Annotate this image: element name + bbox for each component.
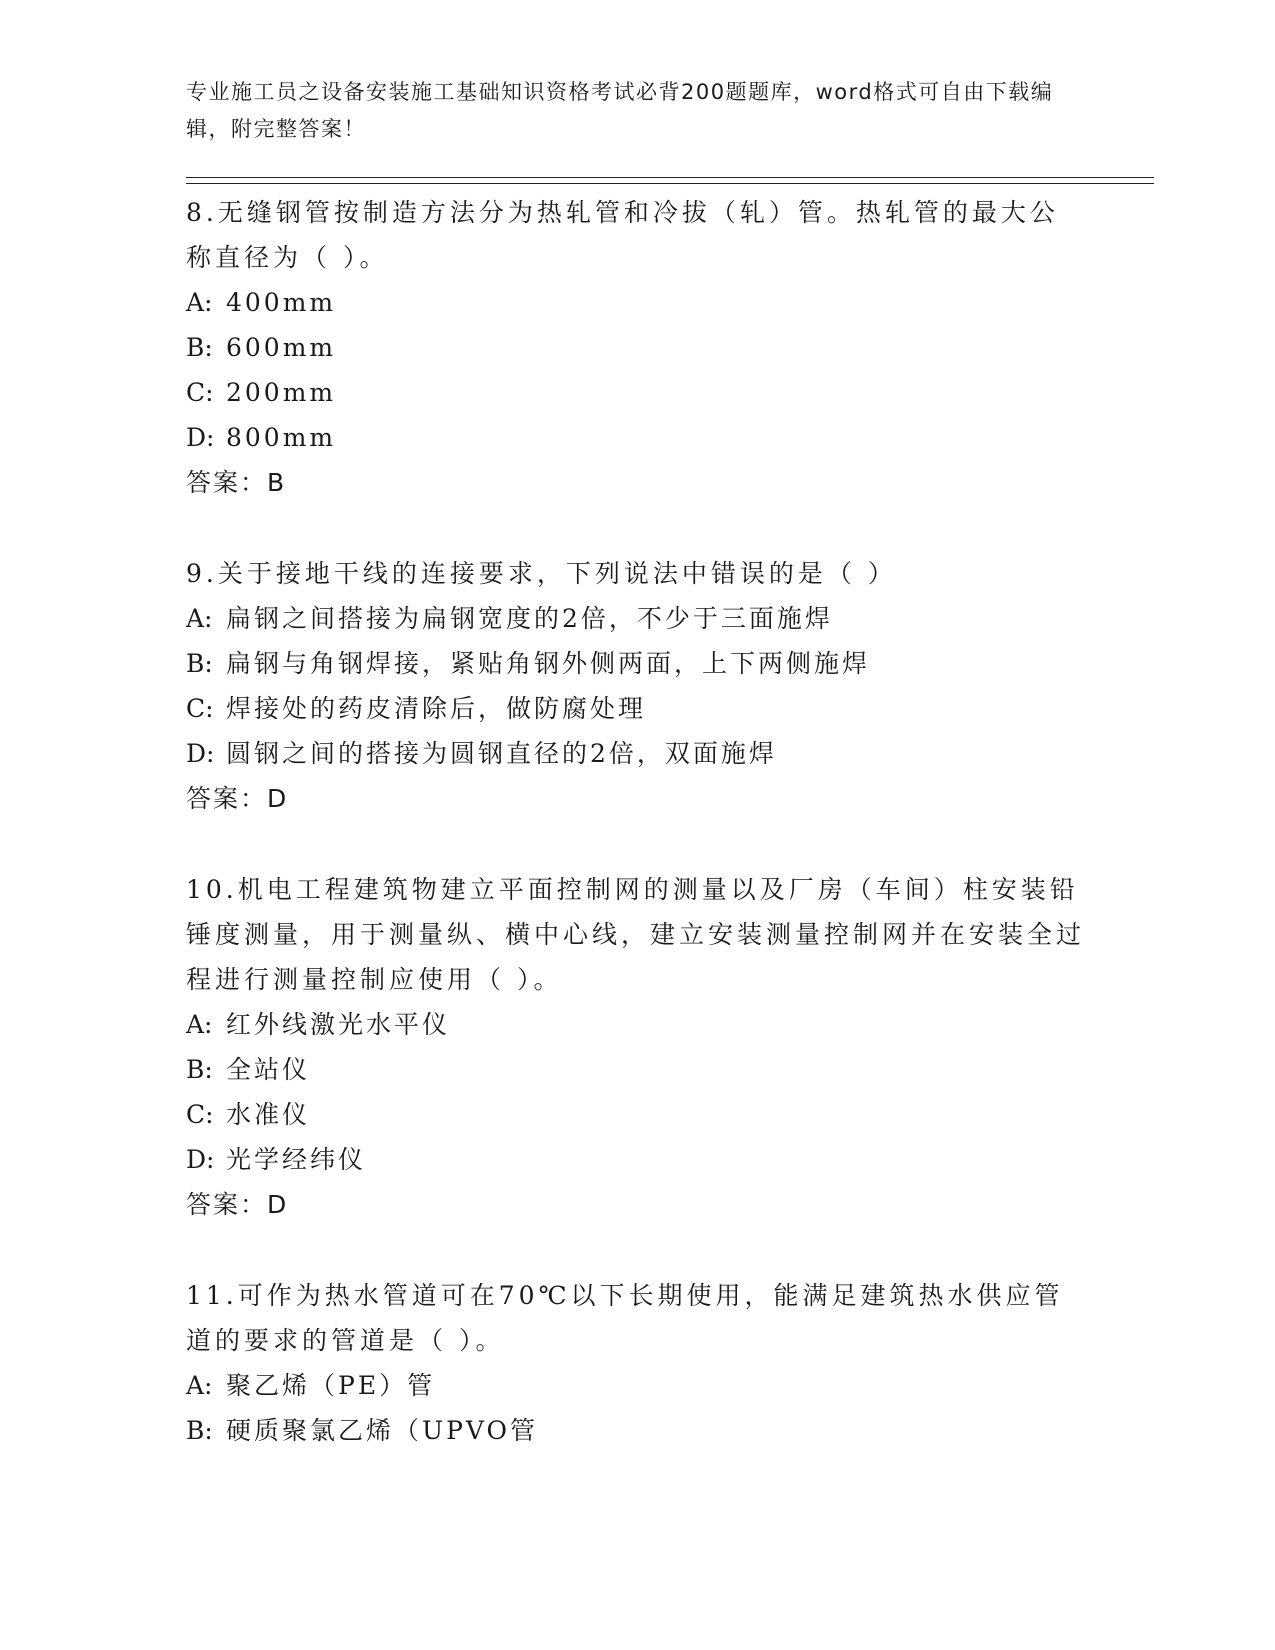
option-letter: A:	[186, 288, 213, 317]
option-text: 扁钢与角钢焊接，紧贴角钢外侧两面，上下两侧施焊	[226, 649, 871, 678]
question-stem: 9.关于接地干线的连接要求，下列说法中错误的是（ ）	[186, 559, 897, 588]
question-stem: 11.可作为热水管道可在70℃以下长期使用，能满足建筑热水供应管道的要求的管道是（ ）。	[186, 1281, 1064, 1355]
option-letter: A:	[186, 1010, 213, 1039]
answer-line: 答案：B	[186, 468, 287, 497]
answer-line: 答案：D	[186, 784, 289, 813]
option-text: 红外线激光水平仪	[226, 1010, 451, 1039]
option-text: 全站仪	[226, 1055, 311, 1084]
option-a	[186, 1363, 1086, 1408]
option-letter: C:	[186, 1100, 214, 1129]
option-d	[186, 1137, 1086, 1182]
option-letter: C:	[186, 378, 214, 407]
option-b	[186, 641, 1086, 686]
option-c	[186, 1092, 1086, 1137]
option-a	[186, 596, 1086, 641]
option-a	[186, 280, 1086, 325]
option-text: 焊接处的药皮清除后，做防腐处理	[226, 694, 647, 723]
option-c	[186, 686, 1086, 731]
option-b	[186, 1408, 1086, 1453]
option-letter: C:	[186, 694, 214, 723]
question-11	[186, 1273, 1086, 1453]
option-letter: B:	[186, 1055, 213, 1084]
option-text: 200mm	[226, 378, 337, 407]
option-text: 光学经纬仪	[226, 1145, 367, 1174]
option-text: 聚乙烯（PE）管	[226, 1371, 436, 1400]
option-letter: A:	[186, 1371, 213, 1400]
header-divider-bottom	[186, 183, 1154, 184]
option-text: 硬质聚氯乙烯（UPVO管	[226, 1416, 539, 1445]
question-stem: 10.机电工程建筑物建立平面控制网的测量以及厂房（车间）柱安装铅锤度测量，用于测量纵、横中心线，建立安装测量控制网并在安装全过程进行测量控制应使用（ ）。	[186, 875, 1086, 994]
option-text: 600mm	[226, 333, 337, 362]
option-letter: D:	[186, 739, 215, 768]
question-stem: 8.无缝钢管按制造方法分为热轧管和冷拔（轧）管。热轧管的最大公称直径为（ ）。	[186, 198, 1059, 272]
option-letter: D:	[186, 423, 215, 452]
option-text: 400mm	[226, 288, 337, 317]
question-list	[186, 190, 1086, 1453]
option-a	[186, 1002, 1086, 1047]
option-b	[186, 1047, 1086, 1092]
option-b	[186, 325, 1086, 370]
answer-line: 答案：D	[186, 1190, 289, 1219]
question-8	[186, 190, 1086, 505]
header-divider-top	[186, 177, 1154, 178]
option-letter: A:	[186, 604, 213, 633]
question-10	[186, 867, 1086, 1227]
option-text: 圆钢之间的搭接为圆钢直径的2倍，双面施焊	[226, 739, 777, 768]
option-text: 扁钢之间搭接为扁钢宽度的2倍，不少于三面施焊	[226, 604, 833, 633]
option-text: 800mm	[226, 423, 337, 452]
option-d	[186, 731, 1086, 776]
option-letter: D:	[186, 1145, 215, 1174]
option-text: 水准仪	[226, 1100, 311, 1129]
option-letter: B:	[186, 1416, 213, 1445]
question-9	[186, 551, 1086, 821]
option-letter: B:	[186, 333, 213, 362]
option-c	[186, 370, 1086, 415]
option-letter: B:	[186, 649, 213, 678]
document-header-note: 专业施工员之设备安装施工基础知识资格考试必背200题题库，word格式可自由下载编辑，附完整答案！	[186, 80, 1054, 141]
option-d	[186, 415, 1086, 460]
